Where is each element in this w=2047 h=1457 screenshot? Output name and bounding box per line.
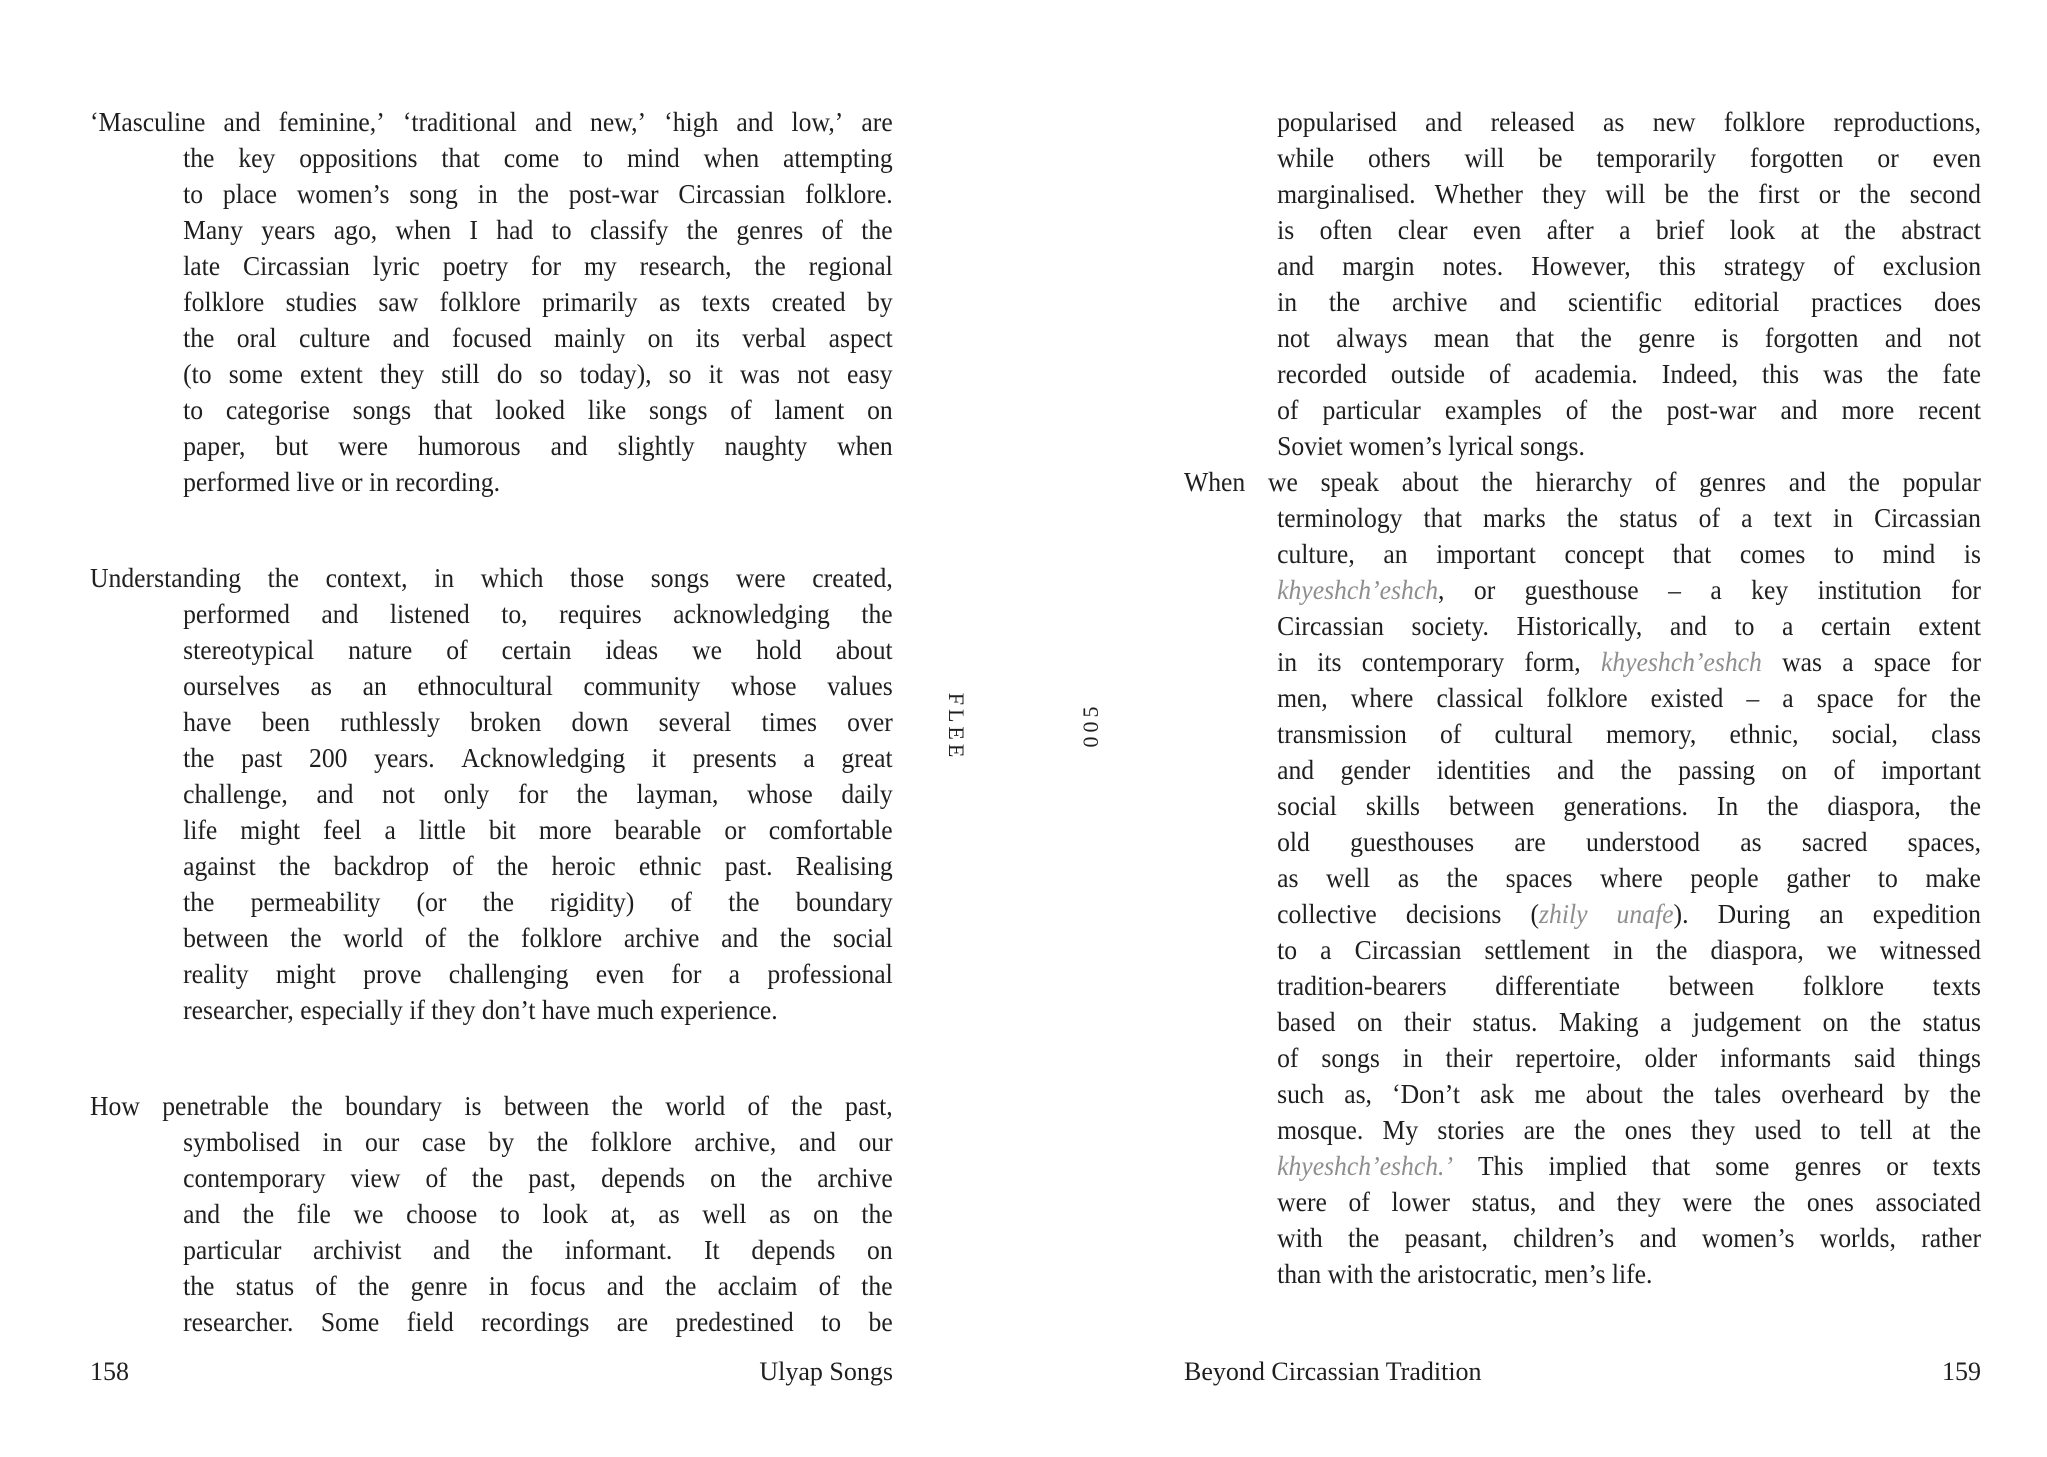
- paragraph: [90, 560, 893, 1028]
- text-line: between the world of the folklore archive and the social: [183, 923, 893, 953]
- text-line: the permeability (or the rigidity) of the boundary: [183, 887, 893, 917]
- text-line: the key oppositions that come to mind when attempting: [183, 143, 893, 173]
- text-line: the past 200 years. Acknowledging it presents a great: [183, 743, 893, 773]
- text-line: while others will be temporarily forgotten or even: [1277, 143, 1982, 173]
- text-line: reality might prove challenging even for a professional: [183, 959, 893, 989]
- text-line: recorded outside of academia. Indeed, this was the fate: [1277, 359, 1982, 389]
- text-line: popularised and released as new folklore reproductions,: [1277, 107, 1981, 137]
- text-line: in its contemporary form, khyeshch’eshch was a space for: [1277, 647, 1981, 677]
- text-line: marginalised. Whether they will be the first or the second: [1277, 179, 1981, 209]
- text-line: old guesthouses are understood as sacred spaces,: [1277, 827, 1982, 857]
- text-line: Soviet women’s lyrical songs.: [1277, 431, 1585, 461]
- text-line: of particular examples of the post-war and more recent: [1277, 395, 1982, 425]
- text-line: ‘Masculine and feminine,’ ‘traditional and new,’ ‘high and low,’ are: [90, 107, 893, 137]
- text-line: How penetrable the boundary is between the world of the past,: [90, 1091, 893, 1121]
- text-line: in the archive and scientific editorial practices does: [1277, 287, 1982, 317]
- left-page-text-column: [90, 104, 893, 1340]
- text-line: symbolised in our case by the folklore archive, and our: [183, 1127, 893, 1157]
- text-line: When we speak about the hierarchy of genres and the popular: [1184, 467, 1981, 497]
- text-line: and margin notes. However, this strategy of exclusion: [1277, 251, 1982, 281]
- footer-left-page-number: 158: [90, 1357, 129, 1386]
- text-line: contemporary view of the past, depends on the archive: [183, 1163, 893, 1193]
- spine-issue-number: 005: [1078, 702, 1103, 748]
- text-line: late Circassian lyric poetry for my research, the regional: [183, 251, 893, 281]
- text-line: of songs in their repertoire, older informants said things: [1277, 1043, 1981, 1073]
- text-line: not always mean that the genre is forgotten and not: [1277, 323, 1981, 353]
- text-line: challenge, and not only for the layman, whose daily: [183, 779, 893, 809]
- text-line: particular archivist and the informant. It depends on: [183, 1235, 893, 1265]
- text-line: than with the aristocratic, men’s life.: [1277, 1259, 1653, 1289]
- text-line: transmission of cultural memory, ethnic, social, class: [1277, 719, 1982, 749]
- text-line: khyeshch’eshch.’ This implied that some genres or texts: [1277, 1151, 1982, 1181]
- vernacular-term: zhily: [1539, 899, 1588, 929]
- text-line: life might feel a little bit more bearable or comfortable: [183, 815, 893, 845]
- text-line: such as, ‘Don’t ask me about the tales overheard by the: [1277, 1079, 1981, 1109]
- text-line: to place women’s song in the post-war Circassian folklore.: [183, 179, 893, 209]
- text-line: Understanding the context, in which those songs were created,: [90, 563, 893, 593]
- text-line: were of lower status, and they were the ones associated: [1277, 1187, 1981, 1217]
- right-page-text-column: [1184, 104, 1981, 1292]
- footer-left-running-title: Ulyap Songs: [759, 1357, 893, 1386]
- text-line: researcher, especially if they don’t have much experience.: [183, 995, 778, 1025]
- footer-right-page-number: 159: [1942, 1357, 1981, 1386]
- text-line: social skills between generations. In the diaspora, the: [1277, 791, 1982, 821]
- text-line: with the peasant, children’s and women’s worlds, rather: [1277, 1223, 1982, 1253]
- text-line: as well as the spaces where people gather to make: [1277, 863, 1981, 893]
- vernacular-term: khyeshch’eshch: [1600, 647, 1762, 677]
- text-line: (to some extent they still do so today), so it was not easy: [183, 359, 893, 389]
- text-line: and gender identities and the passing on of important: [1277, 755, 1981, 785]
- text-line: the oral culture and focused mainly on its verbal aspect: [183, 323, 893, 353]
- text-line: collective decisions (zhily unafe). During an expedition: [1277, 899, 1981, 929]
- spine-magazine-title: FLEE: [944, 692, 969, 762]
- vernacular-term: unafe: [1616, 899, 1674, 929]
- paragraph: [1184, 104, 1981, 464]
- paragraph: [1184, 464, 1981, 1292]
- text-line: paper, but were humorous and slightly naughty when: [183, 431, 893, 461]
- text-line: men, where classical folklore existed – a space for the: [1277, 683, 1982, 713]
- text-line: folklore studies saw folklore primarily as texts created by: [183, 287, 893, 317]
- text-line: based on their status. Making a judgement on the status: [1277, 1007, 1981, 1037]
- text-line: tradition-bearers differentiate between folklore texts: [1277, 971, 1982, 1001]
- text-line: stereotypical nature of certain ideas we hold about: [183, 635, 893, 665]
- text-line: ourselves as an ethnocultural community whose values: [183, 671, 893, 701]
- text-line: mosque. My stories are the ones they used to tell at the: [1277, 1115, 1982, 1145]
- vernacular-term: khyeshch’eshch.’: [1277, 1151, 1453, 1181]
- text-line: khyeshch’eshch, or guesthouse – a key institution for: [1277, 575, 1981, 605]
- text-line: the status of the genre in focus and the acclaim of the: [183, 1271, 893, 1301]
- text-line: is often clear even after a brief look at the abstract: [1277, 215, 1982, 245]
- text-line: culture, an important concept that comes to mind is: [1277, 539, 1981, 569]
- paragraph: [90, 104, 893, 500]
- text-line: against the backdrop of the heroic ethnic past. Realising: [183, 851, 893, 881]
- footer-right-running-title: Beyond Circassian Tradition: [1184, 1357, 1482, 1386]
- text-line: performed and listened to, requires acknowledging the: [183, 599, 893, 629]
- text-line: to categorise songs that looked like songs of lament on: [183, 395, 893, 425]
- vernacular-term: khyeshch’eshch: [1277, 575, 1439, 605]
- text-line: performed live or in recording.: [183, 467, 501, 497]
- text-line: Many years ago, when I had to classify the genres of the: [183, 215, 893, 245]
- text-line: Circassian society. Historically, and to a certain extent: [1277, 611, 1982, 641]
- paragraph: [90, 1088, 893, 1340]
- text-line: to a Circassian settlement in the diaspora, we witnessed: [1277, 935, 1981, 965]
- text-line: researcher. Some field recordings are predestined to be: [183, 1307, 893, 1337]
- text-line: and the file we choose to look at, as well as on the: [183, 1199, 893, 1229]
- text-line: have been ruthlessly broken down several times over: [183, 707, 893, 737]
- text-line: terminology that marks the status of a text in Circassian: [1277, 503, 1981, 533]
